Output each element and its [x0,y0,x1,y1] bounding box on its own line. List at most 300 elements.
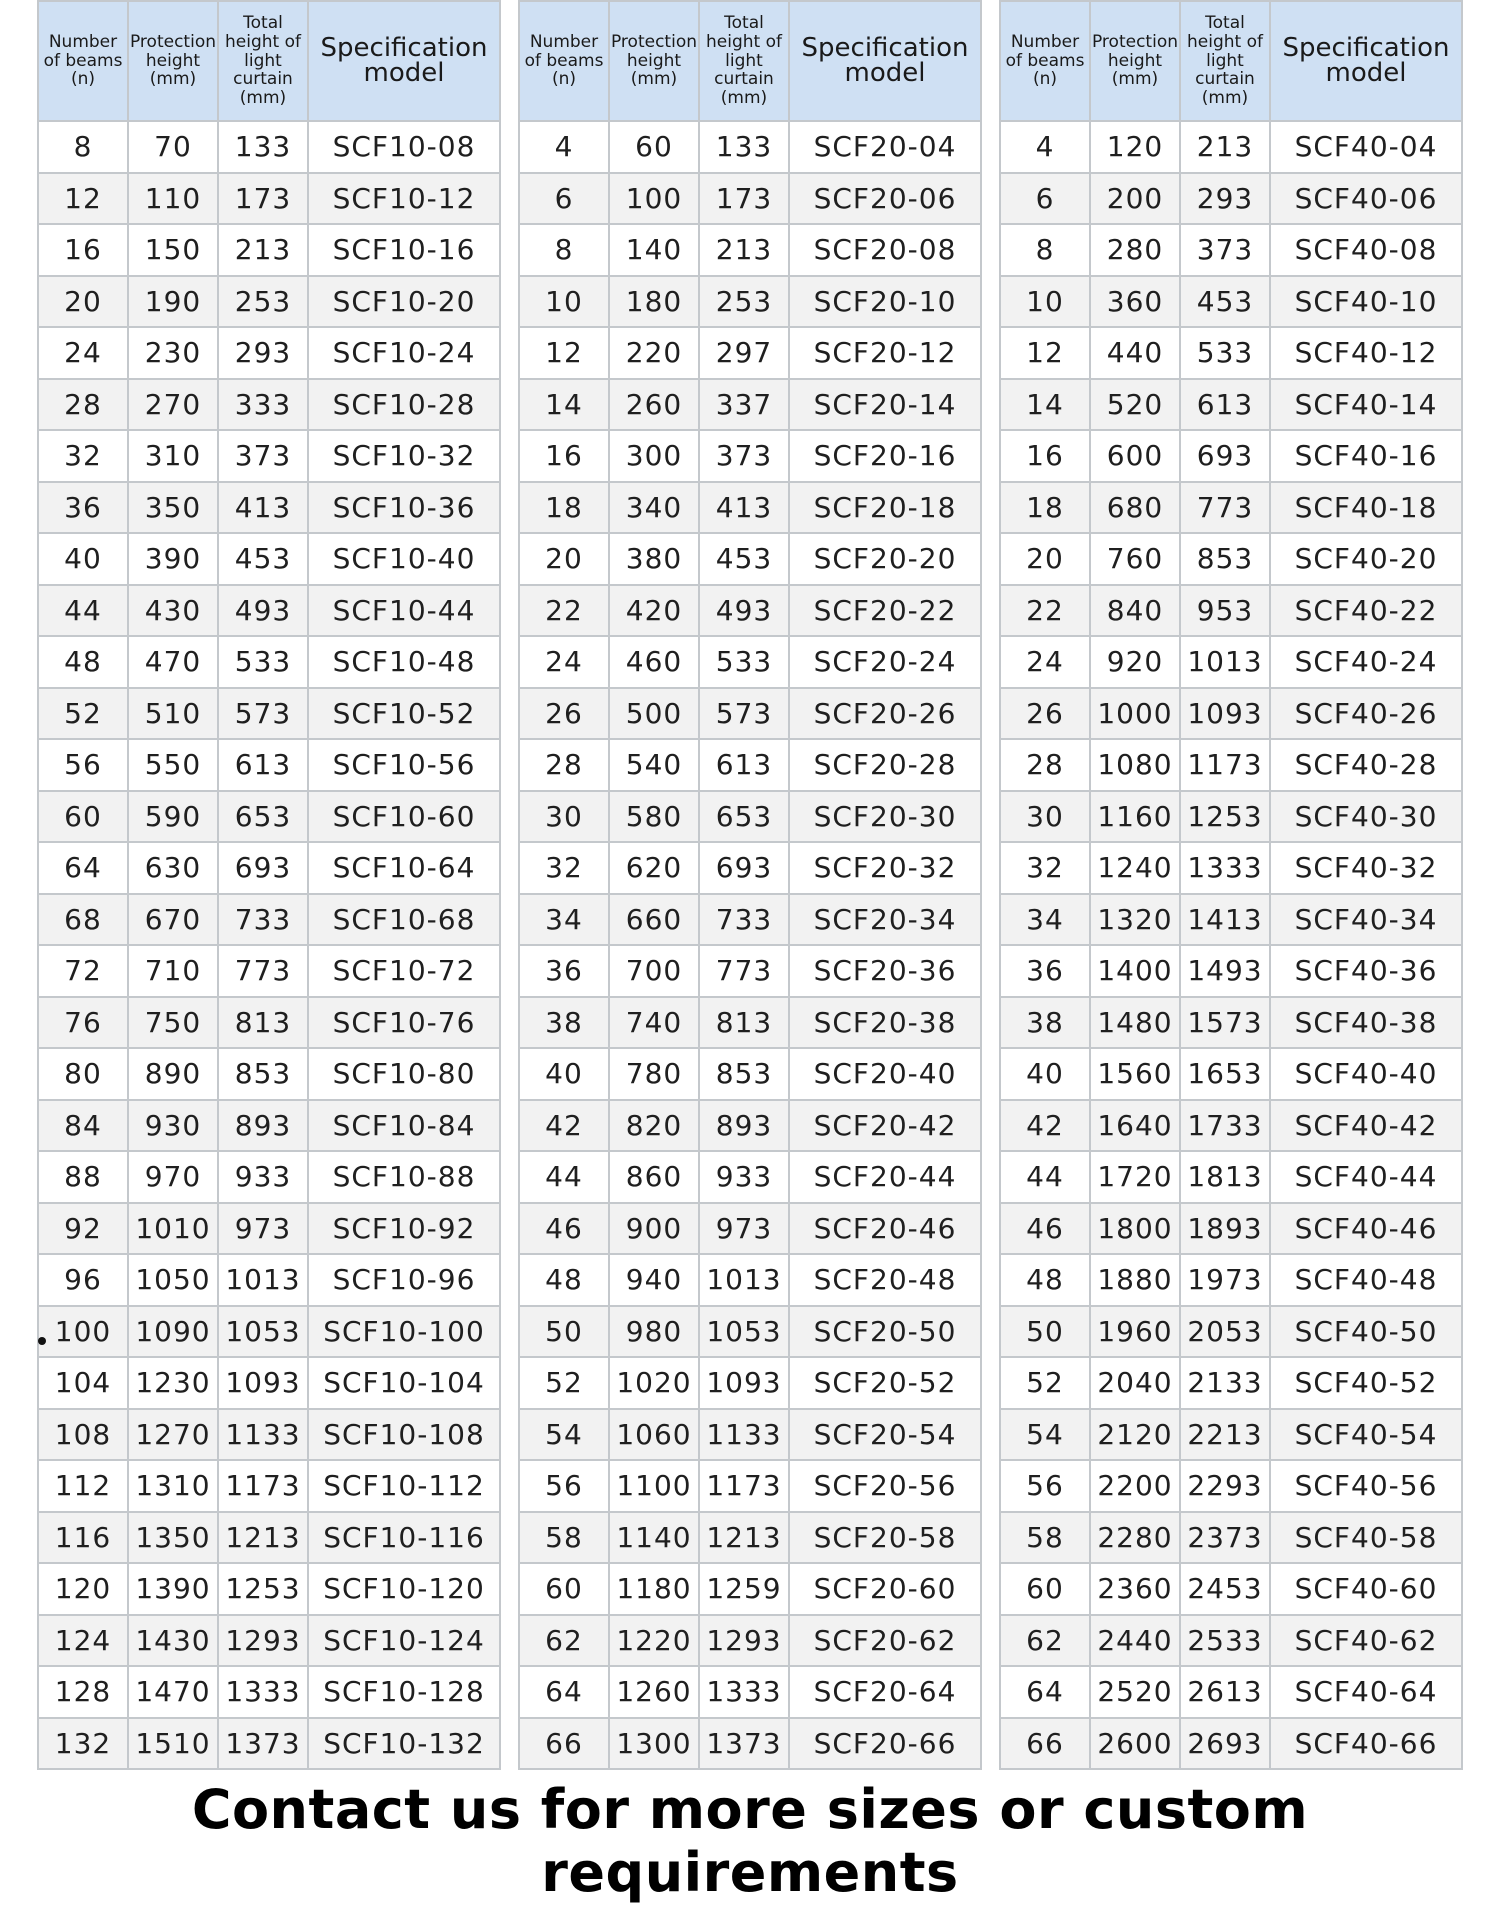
cell-total-height: 413 [218,482,308,534]
table-row [38,1306,500,1358]
cell-model: SCF20-44 [789,1151,981,1203]
cell-protection-height: 1060 [609,1409,699,1461]
cell-model: SCF40-48 [1270,1254,1462,1306]
cell-total-height: 1653 [1180,1048,1270,1100]
cell-beams: 60 [38,791,128,843]
cell-protection-height: 150 [128,224,218,276]
cell-total-height: 973 [218,1203,308,1255]
table-row [519,1563,981,1615]
cell-protection-height: 1720 [1090,1151,1180,1203]
cell-total-height: 1013 [218,1254,308,1306]
cell-beams: 56 [1000,1460,1090,1512]
cell-total-height: 1973 [1180,1254,1270,1306]
table-row [519,1048,981,1100]
cell-protection-height: 510 [128,688,218,740]
cell-model: SCF20-42 [789,1100,981,1152]
cell-beams: 60 [519,1563,609,1615]
cell-protection-height: 1140 [609,1512,699,1564]
table-row [1000,327,1462,379]
table-row [519,842,981,894]
cell-beams: 14 [1000,379,1090,431]
cell-protection-height: 700 [609,945,699,997]
cell-total-height: 453 [1180,276,1270,328]
cell-beams: 30 [1000,791,1090,843]
cell-total-height: 333 [218,379,308,431]
cell-model: SCF20-26 [789,688,981,740]
cell-beams: 22 [519,585,609,637]
cell-model: SCF40-08 [1270,224,1462,276]
cell-beams: 20 [519,533,609,585]
cell-protection-height: 980 [609,1306,699,1358]
cell-beams: 64 [1000,1666,1090,1718]
cell-protection-height: 2200 [1090,1460,1180,1512]
cell-protection-height: 1430 [128,1615,218,1667]
cell-model: SCF20-52 [789,1357,981,1409]
cell-model: SCF40-10 [1270,276,1462,328]
cell-model: SCF20-38 [789,997,981,1049]
cell-beams: 66 [1000,1718,1090,1770]
cell-beams: 24 [519,636,609,688]
cell-model: SCF20-10 [789,276,981,328]
table-row [1000,1203,1462,1255]
cell-beams: 48 [519,1254,609,1306]
cell-total-height: 297 [699,327,789,379]
cell-beams: 32 [519,842,609,894]
cell-model: SCF40-26 [1270,688,1462,740]
cell-beams: 68 [38,894,128,946]
table-row [1000,894,1462,946]
cell-protection-height: 310 [128,430,218,482]
cell-beams: 4 [1000,121,1090,173]
cell-protection-height: 180 [609,276,699,328]
cell-protection-height: 120 [1090,121,1180,173]
header-beams: Number of beams (n) [519,1,609,121]
table-row [38,1203,500,1255]
cell-total-height: 733 [218,894,308,946]
cell-beams: 56 [519,1460,609,1512]
table-row [1000,1409,1462,1461]
cell-model: SCF40-60 [1270,1563,1462,1615]
cell-model: SCF10-116 [308,1512,500,1564]
table-row [519,1718,981,1770]
cell-beams: 52 [38,688,128,740]
table-row [38,1615,500,1667]
cell-total-height: 1093 [1180,688,1270,740]
table-row [519,533,981,585]
cell-protection-height: 1020 [609,1357,699,1409]
table-row [1000,379,1462,431]
table-row [519,1460,981,1512]
cell-model: SCF10-108 [308,1409,500,1461]
cell-beams: 54 [1000,1409,1090,1461]
cell-protection-height: 500 [609,688,699,740]
cell-model: SCF40-30 [1270,791,1462,843]
cell-protection-height: 1100 [609,1460,699,1512]
cell-protection-height: 340 [609,482,699,534]
cell-total-height: 533 [699,636,789,688]
cell-total-height: 933 [699,1151,789,1203]
cell-beams: 16 [1000,430,1090,482]
cell-beams: 112 [38,1460,128,1512]
cell-beams: 32 [38,430,128,482]
table-row [38,327,500,379]
cell-protection-height: 520 [1090,379,1180,431]
cell-beams: 16 [38,224,128,276]
cell-model: SCF20-28 [789,739,981,791]
table-row [519,1151,981,1203]
cell-model: SCF10-104 [308,1357,500,1409]
table-row [1000,945,1462,997]
cell-beams: 62 [1000,1615,1090,1667]
cell-model: SCF10-40 [308,533,500,585]
cell-beams: 36 [1000,945,1090,997]
cell-protection-height: 540 [609,739,699,791]
cell-model: SCF20-20 [789,533,981,585]
header-protection-height: Protection height (mm) [1090,1,1180,121]
cell-beams: 42 [519,1100,609,1152]
cell-total-height: 453 [218,533,308,585]
table-row [1000,636,1462,688]
cell-beams: 52 [1000,1357,1090,1409]
cell-protection-height: 580 [609,791,699,843]
cell-model: SCF40-16 [1270,430,1462,482]
cell-protection-height: 70 [128,121,218,173]
cell-total-height: 693 [218,842,308,894]
cell-beams: 18 [1000,482,1090,534]
table-row [519,224,981,276]
table-row [38,997,500,1049]
cell-total-height: 453 [699,533,789,585]
cell-beams: 36 [38,482,128,534]
cell-beams: 34 [519,894,609,946]
cell-model: SCF20-62 [789,1615,981,1667]
cell-model: SCF10-52 [308,688,500,740]
table-row [1000,1666,1462,1718]
table-row [1000,1563,1462,1615]
table-row [519,1357,981,1409]
cell-protection-height: 1240 [1090,842,1180,894]
cell-protection-height: 460 [609,636,699,688]
table-row [1000,173,1462,225]
cell-total-height: 1173 [699,1460,789,1512]
cell-beams: 100 [38,1306,128,1358]
cell-model: SCF20-16 [789,430,981,482]
cell-model: SCF10-132 [308,1718,500,1770]
cell-beams: 124 [38,1615,128,1667]
cell-protection-height: 1400 [1090,945,1180,997]
cell-protection-height: 270 [128,379,218,431]
table-row [1000,739,1462,791]
cell-beams: 58 [1000,1512,1090,1564]
table-row [519,430,981,482]
cell-beams: 46 [519,1203,609,1255]
cell-protection-height: 100 [609,173,699,225]
cell-protection-height: 1480 [1090,997,1180,1049]
cell-total-height: 693 [1180,430,1270,482]
table-row [519,1666,981,1718]
table-row [519,997,981,1049]
table-row [1000,1048,1462,1100]
cell-beams: 10 [519,276,609,328]
cell-model: SCF40-32 [1270,842,1462,894]
cell-protection-height: 740 [609,997,699,1049]
cell-total-height: 733 [699,894,789,946]
cell-protection-height: 550 [128,739,218,791]
cell-protection-height: 900 [609,1203,699,1255]
cell-total-height: 1293 [699,1615,789,1667]
table-header-row [1000,1,1462,121]
cell-protection-height: 780 [609,1048,699,1100]
cell-model: SCF10-96 [308,1254,500,1306]
cell-model: SCF10-112 [308,1460,500,1512]
cell-model: SCF20-30 [789,791,981,843]
cell-beams: 64 [519,1666,609,1718]
cell-beams: 54 [519,1409,609,1461]
cell-total-height: 653 [218,791,308,843]
cell-beams: 20 [38,276,128,328]
cell-model: SCF20-64 [789,1666,981,1718]
table-row [519,1409,981,1461]
table-header-row [519,1,981,121]
cell-beams: 92 [38,1203,128,1255]
cell-protection-height: 840 [1090,585,1180,637]
cell-model: SCF20-06 [789,173,981,225]
cell-beams: 28 [38,379,128,431]
cell-protection-height: 1320 [1090,894,1180,946]
cell-model: SCF20-36 [789,945,981,997]
table-row [519,379,981,431]
cell-beams: 72 [38,945,128,997]
cell-total-height: 1173 [1180,739,1270,791]
table-row [38,636,500,688]
cell-model: SCF40-62 [1270,1615,1462,1667]
table-row [38,1151,500,1203]
cell-model: SCF40-58 [1270,1512,1462,1564]
cell-beams: 22 [1000,585,1090,637]
cell-total-height: 337 [699,379,789,431]
header-beams: Number of beams (n) [38,1,128,121]
cell-model: SCF10-120 [308,1563,500,1615]
cell-total-height: 613 [218,739,308,791]
cell-total-height: 1253 [1180,791,1270,843]
cell-total-height: 1573 [1180,997,1270,1049]
cell-model: SCF10-48 [308,636,500,688]
cell-model: SCF20-14 [789,379,981,431]
cell-beams: 132 [38,1718,128,1770]
cell-beams: 6 [519,173,609,225]
cell-model: SCF20-24 [789,636,981,688]
cell-protection-height: 1270 [128,1409,218,1461]
cell-protection-height: 440 [1090,327,1180,379]
cell-beams: 88 [38,1151,128,1203]
cell-model: SCF20-22 [789,585,981,637]
header-protection-height: Protection height (mm) [128,1,218,121]
cell-model: SCF20-56 [789,1460,981,1512]
cell-beams: 20 [1000,533,1090,585]
cell-protection-height: 200 [1090,173,1180,225]
cell-model: SCF10-128 [308,1666,500,1718]
table-row [38,585,500,637]
cell-protection-height: 260 [609,379,699,431]
cell-total-height: 2613 [1180,1666,1270,1718]
cell-total-height: 1413 [1180,894,1270,946]
cell-total-height: 1213 [699,1512,789,1564]
cell-model: SCF20-54 [789,1409,981,1461]
cell-beams: 48 [1000,1254,1090,1306]
header-specification-model: Specification model [1270,1,1462,121]
cell-beams: 58 [519,1512,609,1564]
cell-beams: 76 [38,997,128,1049]
cell-beams: 16 [519,430,609,482]
cell-beams: 80 [38,1048,128,1100]
cell-beams: 38 [1000,997,1090,1049]
cell-protection-height: 1000 [1090,688,1180,740]
table-row [38,1666,500,1718]
cell-model: SCF20-48 [789,1254,981,1306]
table-row [1000,585,1462,637]
cell-beams: 32 [1000,842,1090,894]
table-row [38,945,500,997]
table-row [38,1254,500,1306]
table-row [38,1048,500,1100]
cell-model: SCF10-56 [308,739,500,791]
cell-protection-height: 2600 [1090,1718,1180,1770]
header-total-height: Total height of light curtain (mm) [699,1,789,121]
cell-protection-height: 1180 [609,1563,699,1615]
table-row [38,430,500,482]
cell-total-height: 173 [699,173,789,225]
table-row [519,1615,981,1667]
contact-footer-text: Contact us for more sizes or custom requirements [191,1778,1309,1904]
cell-model: SCF40-42 [1270,1100,1462,1152]
cell-protection-height: 2360 [1090,1563,1180,1615]
cell-model: SCF20-60 [789,1563,981,1615]
table-row [38,1409,500,1461]
cell-protection-height: 1560 [1090,1048,1180,1100]
table-row [1000,430,1462,482]
cell-protection-height: 230 [128,327,218,379]
cell-total-height: 773 [699,945,789,997]
cell-protection-height: 940 [609,1254,699,1306]
table-row [38,173,500,225]
table-row [519,121,981,173]
cell-protection-height: 2440 [1090,1615,1180,1667]
cell-total-height: 1253 [218,1563,308,1615]
cell-model: SCF40-24 [1270,636,1462,688]
cell-beams: 60 [1000,1563,1090,1615]
cell-beams: 46 [1000,1203,1090,1255]
table-row [38,739,500,791]
cell-beams: 28 [519,739,609,791]
table-row [519,173,981,225]
cell-total-height: 853 [699,1048,789,1100]
header-beams: Number of beams (n) [1000,1,1090,121]
cell-model: SCF10-28 [308,379,500,431]
cell-protection-height: 1640 [1090,1100,1180,1152]
cell-protection-height: 600 [1090,430,1180,482]
header-total-height: Total height of light curtain (mm) [1180,1,1270,121]
cell-total-height: 1133 [218,1409,308,1461]
cell-protection-height: 360 [1090,276,1180,328]
cell-protection-height: 1220 [609,1615,699,1667]
cell-beams: 24 [1000,636,1090,688]
cell-model: SCF10-124 [308,1615,500,1667]
cell-beams: 26 [1000,688,1090,740]
cell-model: SCF40-12 [1270,327,1462,379]
cell-model: SCF40-46 [1270,1203,1462,1255]
table-row [519,1203,981,1255]
cell-total-height: 2053 [1180,1306,1270,1358]
cell-protection-height: 590 [128,791,218,843]
cell-total-height: 1333 [1180,842,1270,894]
cell-model: SCF20-08 [789,224,981,276]
cell-model: SCF40-06 [1270,173,1462,225]
table-row [38,533,500,585]
table-row [519,585,981,637]
cell-model: SCF20-66 [789,1718,981,1770]
cell-beams: 12 [519,327,609,379]
table-row [519,636,981,688]
cell-total-height: 1293 [218,1615,308,1667]
cell-protection-height: 1080 [1090,739,1180,791]
cell-protection-height: 1010 [128,1203,218,1255]
cell-protection-height: 930 [128,1100,218,1152]
header-protection-height: Protection height (mm) [609,1,699,121]
cell-protection-height: 1300 [609,1718,699,1770]
cell-total-height: 853 [1180,533,1270,585]
cell-total-height: 2213 [1180,1409,1270,1461]
cell-model: SCF40-18 [1270,482,1462,534]
table-row [1000,224,1462,276]
table-row [519,688,981,740]
table-row [519,894,981,946]
cell-model: SCF40-04 [1270,121,1462,173]
cell-total-height: 1259 [699,1563,789,1615]
cell-protection-height: 1960 [1090,1306,1180,1358]
cell-beams: 40 [38,533,128,585]
cell-total-height: 253 [699,276,789,328]
cell-total-height: 2133 [1180,1357,1270,1409]
cell-beams: 84 [38,1100,128,1152]
cell-total-height: 173 [218,173,308,225]
table-row [519,1254,981,1306]
cell-beams: 10 [1000,276,1090,328]
cell-beams: 52 [519,1357,609,1409]
table-row [1000,1718,1462,1770]
header-total-height: Total height of light curtain (mm) [218,1,308,121]
cell-model: SCF20-40 [789,1048,981,1100]
cell-beams: 12 [38,173,128,225]
cell-total-height: 1093 [218,1357,308,1409]
cell-protection-height: 620 [609,842,699,894]
table-row [38,894,500,946]
cell-model: SCF10-92 [308,1203,500,1255]
cell-beams: 4 [519,121,609,173]
table-row [1000,1357,1462,1409]
cell-protection-height: 380 [609,533,699,585]
cell-beams: 28 [1000,739,1090,791]
table-row [38,276,500,328]
cell-model: SCF20-18 [789,482,981,534]
table-row [1000,1512,1462,1564]
cell-protection-height: 1390 [128,1563,218,1615]
table-row [38,1357,500,1409]
cell-protection-height: 1160 [1090,791,1180,843]
cell-model: SCF10-20 [308,276,500,328]
cell-total-height: 1013 [699,1254,789,1306]
cell-protection-height: 470 [128,636,218,688]
cell-beams: 24 [38,327,128,379]
